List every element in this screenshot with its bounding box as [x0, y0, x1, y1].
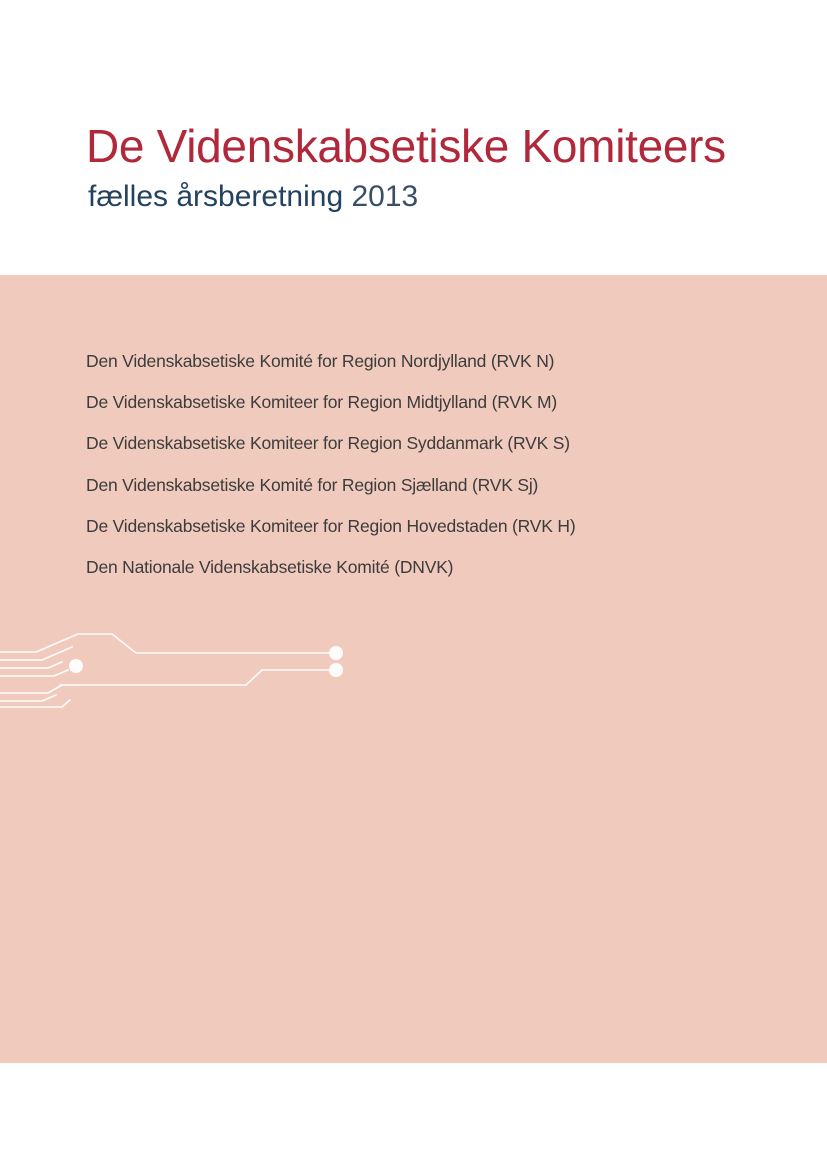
committee-item-rvk-s: De Videnskabsetiske Komiteer for Region Syddanmark (RVK S) — [86, 433, 570, 454]
committee-item-rvk-h: De Videnskabsetiske Komiteer for Region Hovedstaden (RVK H) — [86, 515, 576, 536]
page-subtitle — [88, 178, 418, 216]
subtitle-text: fælles årsberetning — [88, 180, 344, 213]
report-year: 2013 — [351, 180, 419, 213]
page-title: De Videnskabsetiske Komiteers — [86, 120, 726, 172]
circuit-lines-icon — [0, 275, 380, 725]
committee-item-dnvk: Den Nationale Videnskabsetiske Komité (DNVK) — [86, 556, 454, 577]
committee-item-rvk-m: De Videnskabsetiske Komiteer for Region Midtjylland (RVK M) — [86, 392, 557, 413]
committee-item-rvk-n: Den Videnskabsetiske Komité for Region Nordjylland (RVK N) — [86, 351, 555, 371]
committee-item-rvk-sj: Den Videnskabsetiske Komité for Region Sjælland (RVK Sj) — [86, 474, 539, 495]
